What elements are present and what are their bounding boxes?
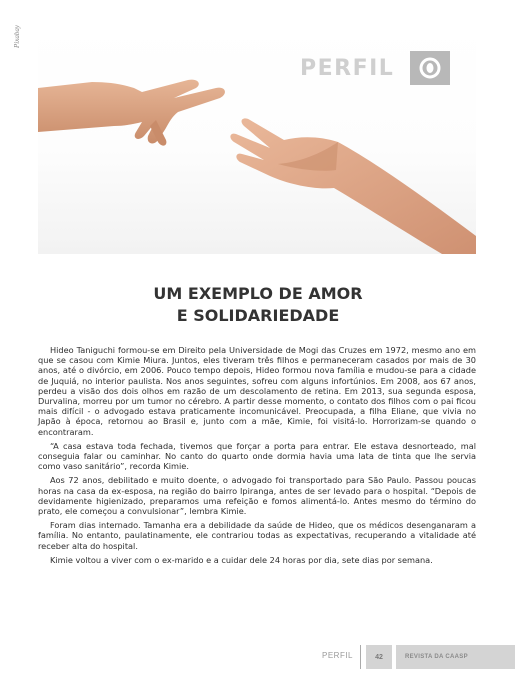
footer-section-label: PERFIL [322, 651, 354, 660]
eye-icon [410, 51, 450, 85]
left-hand-shape [38, 80, 225, 146]
article-body [38, 345, 476, 569]
headline-line-1: UM EXEMPLO DE AMOR [153, 284, 363, 303]
section-header [300, 50, 450, 86]
magazine-name: REVISTA DA CAASP [396, 645, 515, 669]
right-hand-shape [230, 118, 476, 254]
section-title: PERFIL [300, 55, 395, 81]
paragraph: Hideo Taniguchi formou-se em Direito pela Universidade de Mogi das Cruzes em 1972, mesmo ano em que se casou com Kimie Miura. Juntos, eles tiveram três filhos e permaneceram casados por mais de 30 anos, até o divórcio, em 2006. Pouco tempo depois, Hideo formou nova família e mudou-se para a cidade de Juquiá, no interior paulista. Nos anos seguintes, sofreu com alguns infortúnios. Em 2008, aos 67 anos, perdeu a visão dos dois olhos em razão de um descolamento de retina. Em 2013, sua segunda esposa, Durvalina, morreu por um tumor no cérebro. A partir desse momento, o contato dos filhos com o pai ficou mais difícil - o advogado estava praticamente incomunicável. Preocupada, a filha Eliane, que vivia no Japão à época, retornou ao Brasil e, junto com a mãe, Kimie, foi visitá-lo. Horrorizam-se quando o encontraram. [38, 345, 476, 437]
paragraph: Kimie voltou a viver com o ex-marido e a cuidar dele 24 horas por dia, sete dias por semana. [50, 554, 433, 565]
paragraph: “A casa estava toda fechada, tivemos que forçar a porta para entrar. Ele estava desnorteado, mal conseguia falar ou caminhar. No canto do quarto onde dormia havia uma lata de tinta que lhe servia como vaso sanitário”, recorda Kimie. [38, 440, 476, 472]
paragraph: Foram dias internado. Tamanha era a debilidade da saúde de Hideo, que os médicos desenganaram a família. No entanto, paulatinamente, ele contrariou todas as expectativas, recuperando a vitalidade até receber alta do hospital. [38, 520, 476, 551]
photo-credit: Pixabay [13, 25, 21, 48]
article-headline [100, 283, 416, 327]
paragraph: Aos 72 anos, debilitado e muito doente, o advogado foi transportado para São Paulo. Passou poucas horas na casa da ex-esposa, na região do bairro Ipiranga, antes de ser levado para o hospital. “Depois de devidamente higienizado, preparamos uma refeição e fomos alimentá-lo. Antes mesmo do término do prato, ele começou a convulsionar”, lembra Kimie. [38, 475, 476, 517]
page-footer [0, 643, 515, 671]
headline-line-2: E SOLIDARIEDADE [176, 306, 340, 325]
page-number: 42 [366, 645, 392, 669]
footer-divider [360, 645, 361, 669]
